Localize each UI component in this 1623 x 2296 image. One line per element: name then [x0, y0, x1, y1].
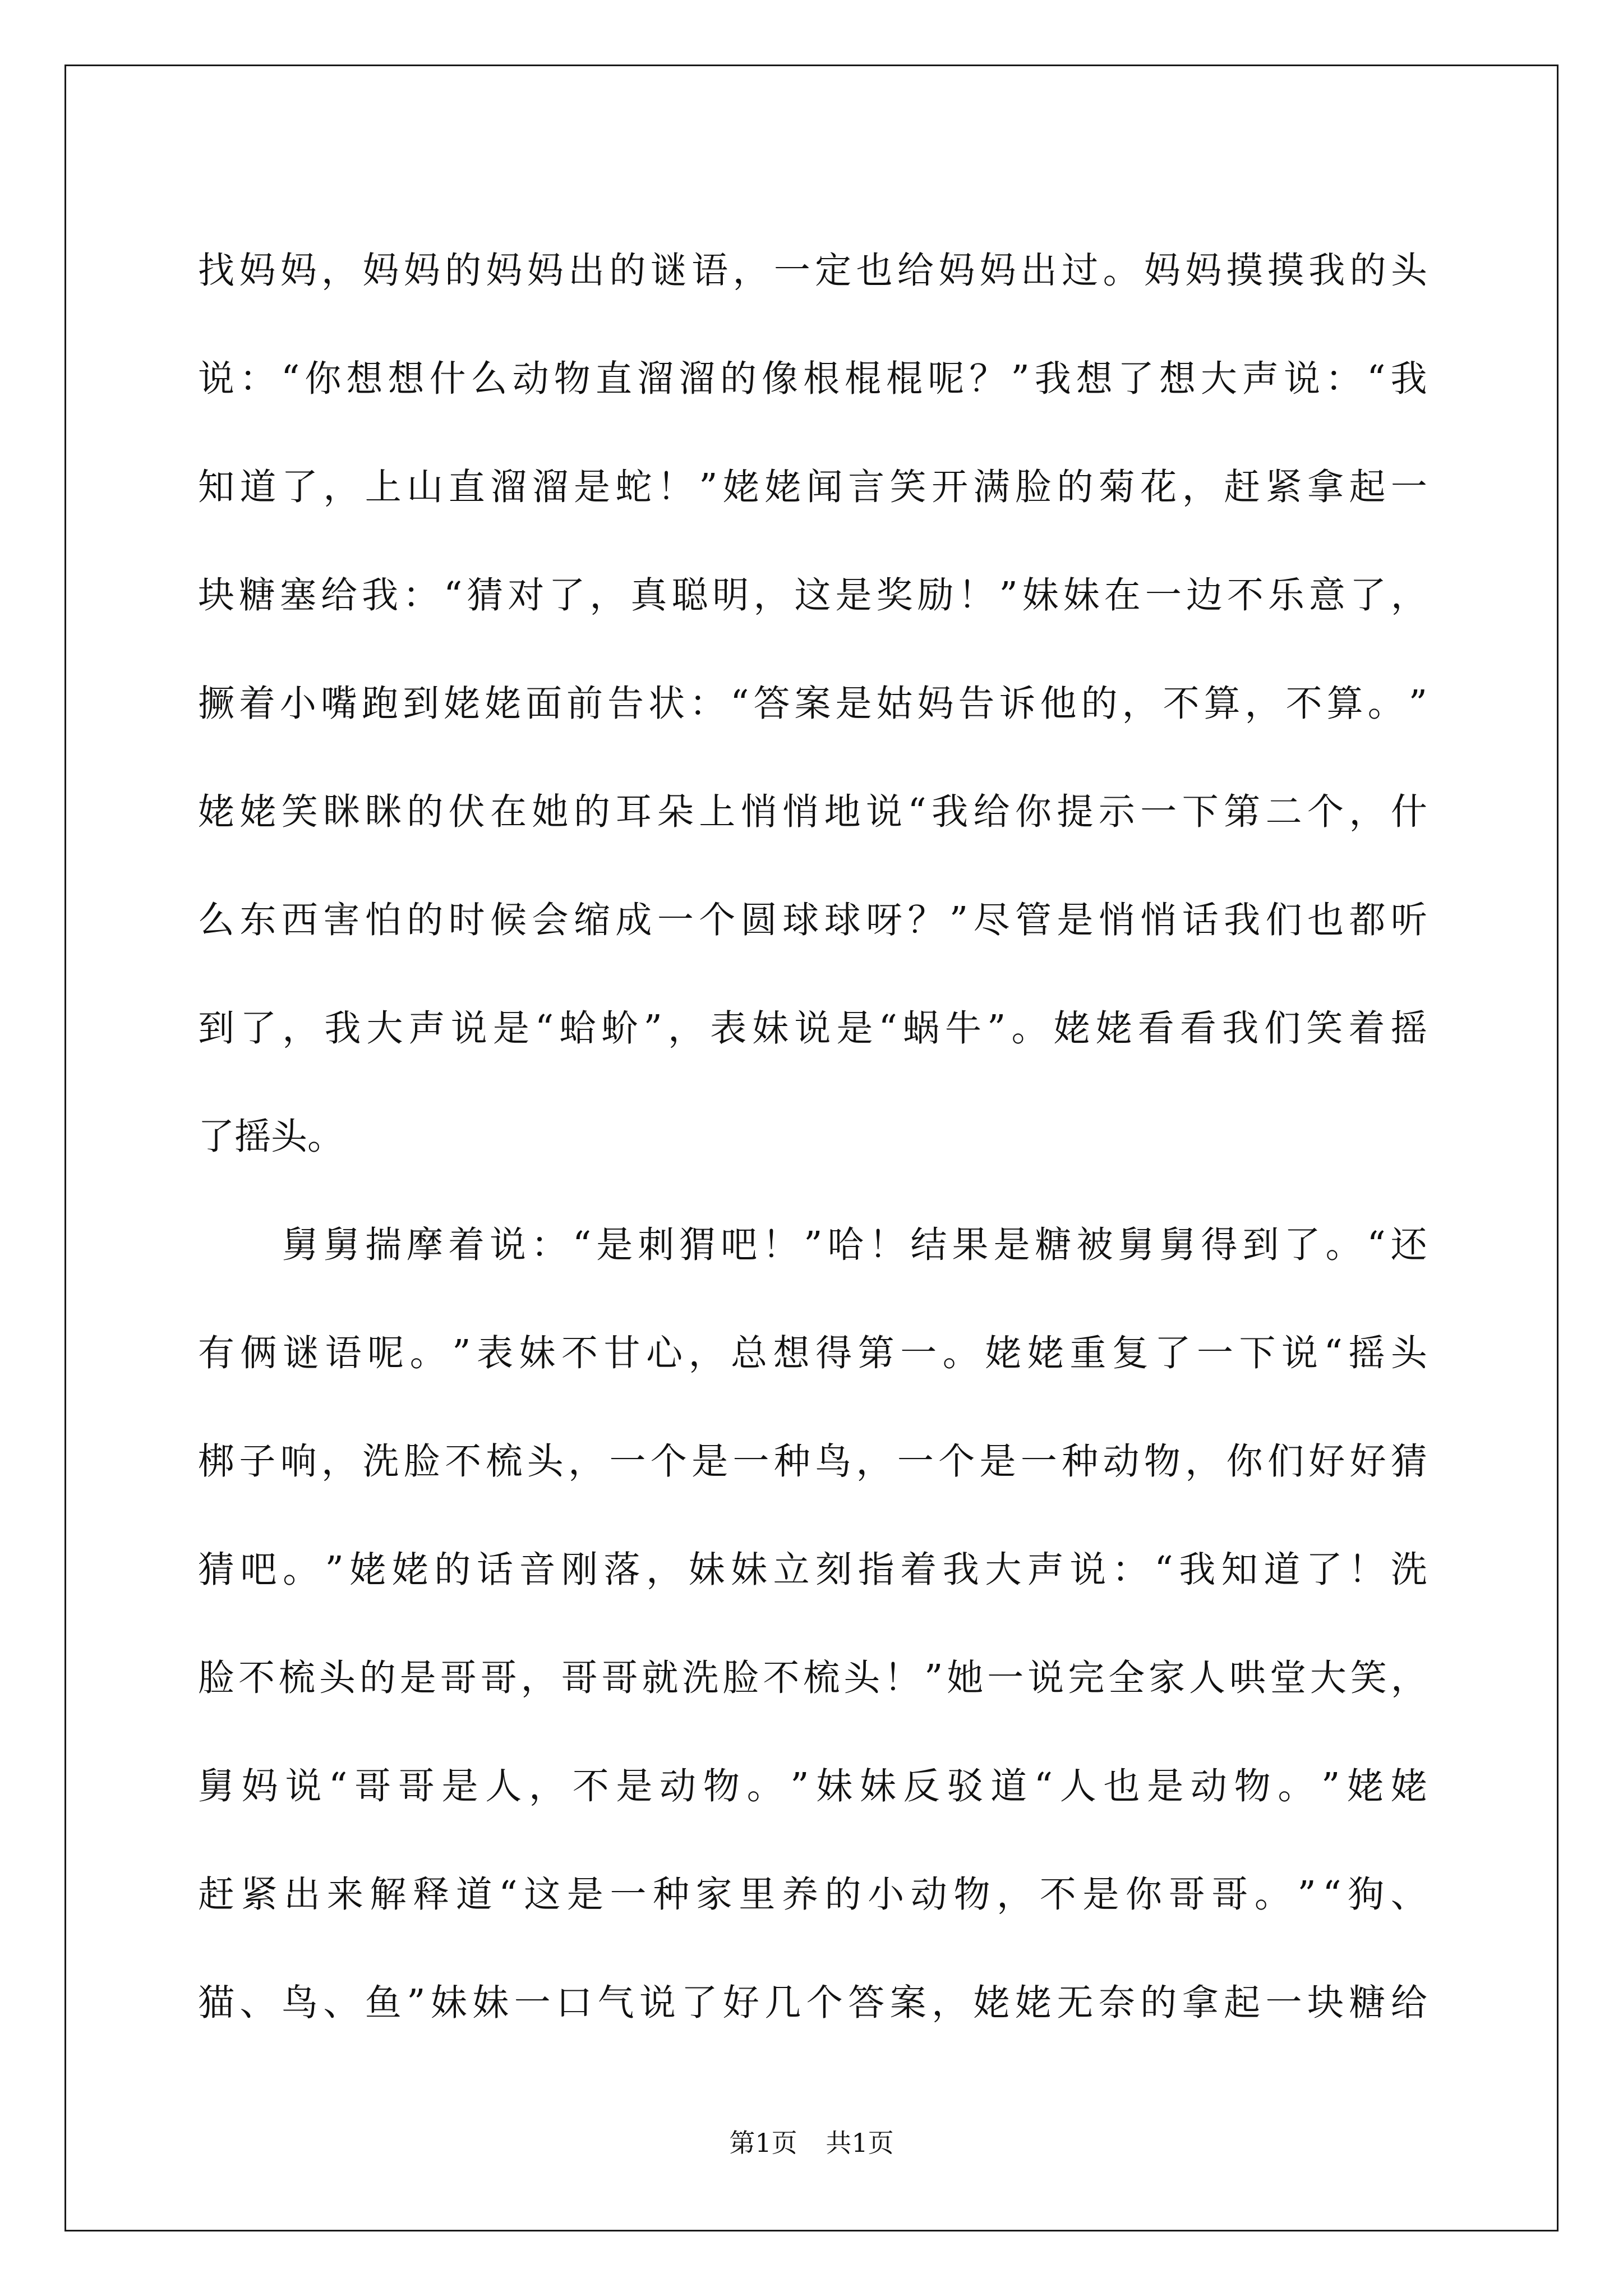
text-line: 猜 吧 。 ” 姥 姥 的 话 音 刚 落 ， 妹 妹 立 刻 指 着 我 大 声 说 ： “ 我 知 道 了 ！ 洗 [198, 1549, 1427, 1591]
text-line: 么 东 西 害 怕 的 时 候 会 缩 成 一 个 圆 球 球 呀 ？ ” 尽 管 是 悄 悄 话 我 们 也 都 听 [198, 899, 1427, 941]
text-line: 舅 妈 说 “ 哥 哥 是 人 ， 不 是 动 物 。 ” 妹 妹 反 驳 道 “ 人 也 是 动 物 。 ” 姥 姥 [198, 1765, 1427, 1807]
text-line: 找 妈 妈 ， 妈 妈 的 妈 妈 出 的 谜 语 ， 一 定 也 给 妈 妈 出 过 。 妈 妈 摸 摸 我 的 头 [198, 250, 1427, 292]
page-number: 第1页 [729, 2128, 797, 2158]
page-count: 共1页 [826, 2128, 894, 2158]
document-body [198, 217, 1427, 2057]
page-footer [0, 2126, 1623, 2160]
text-line: 知 道 了 ， 上 山 直 溜 溜 是 蛇 ！ ” 姥 姥 闻 言 笑 开 满 脸 的 菊 花 ， 赶 紧 拿 起 一 [198, 466, 1427, 508]
text-line: 有 俩 谜 语 呢 。 ” 表 妹 不 甘 心 ， 总 想 得 第 一 。 姥 姥 重 复 了 一 下 说 “ 摇 头 [198, 1332, 1427, 1374]
text-line: 梆 子 响 ， 洗 脸 不 梳 头 ， 一 个 是 一 种 鸟 ， 一 个 是 一 种 动 物 ， 你 们 好 好 猜 [198, 1441, 1427, 1483]
text-line: 到 了 ， 我 大 声 说 是 “ 蛤 蚧 ” ， 表 妹 说 是 “ 蜗 牛 ” 。 姥 姥 看 看 我 们 笑 着 摇 [198, 1007, 1427, 1050]
text-line: 猫 、 鸟 、 鱼 ” 妹 妹 一 口 气 说 了 好 几 个 答 案 ， 姥 姥 无 奈 的 拿 起 一 块 糖 给 [198, 1982, 1427, 2024]
text-line: 块 糖 塞 给 我 ： “ 猜 对 了 ， 真 聪 明 ， 这 是 奖 励 ！ ” 妹 妹 在 一 边 不 乐 意 了 ， [198, 574, 1427, 616]
text-line: 脸 不 梳 头 的 是 哥 哥 ， 哥 哥 就 洗 脸 不 梳 头 ！ ” 她 一 说 完 全 家 人 哄 堂 大 笑 ， [198, 1657, 1427, 1699]
text-line: 姥 姥 笑 眯 眯 的 伏 在 她 的 耳 朵 上 悄 悄 地 说 “ 我 给 你 提 示 一 下 第 二 个 ， 什 [198, 791, 1427, 833]
text-line: 了摇头。 [198, 1116, 344, 1158]
text-line: 赶 紧 出 来 解 释 道 “ 这 是 一 种 家 里 养 的 小 动 物 ， 不 是 你 哥 哥 。 ” “ 狗 、 [198, 1874, 1427, 1916]
text-line: 舅 舅 揣 摩 着 说 ： “ 是 刺 猬 吧 ！ ” 哈 ！ 结 果 是 糖 被 舅 舅 得 到 了 。 “ 还 [282, 1224, 1427, 1266]
text-line: 撅 着 小 嘴 跑 到 姥 姥 面 前 告 状 ： “ 答 案 是 姑 妈 告 诉 他 的 ， 不 算 ， 不 算 。 ” [198, 683, 1427, 725]
text-line: 说 ： “ 你 想 想 什 么 动 物 直 溜 溜 的 像 根 棍 棍 呢 ？ ” 我 想 了 想 大 声 说 ： “ 我 [198, 358, 1427, 400]
